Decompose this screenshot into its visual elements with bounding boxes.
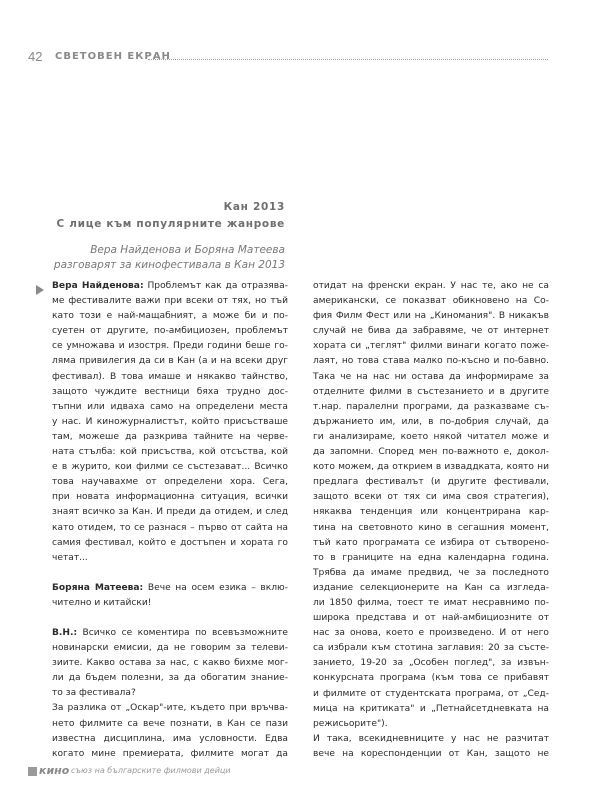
triangle-marker-icon: [36, 285, 44, 295]
magazine-logo: кино: [39, 764, 70, 777]
paragraph-line: конкурсната програма (към това се прибавят: [313, 673, 549, 684]
paragraph-line: отделните филми в състезанието и в другите: [313, 386, 549, 397]
paragraph-line: нас за онова, което е произведено. И от него: [313, 628, 549, 639]
paragraph-line: ляма привилегия да си в Кан (а и на всеки друг: [52, 356, 288, 367]
paragraph-line: ли да бъдем полезни, за да обогатим знание-: [52, 673, 288, 684]
paragraph-line: случай не бива да забравяме, че от интернет: [313, 326, 549, 337]
paragraph-line: тъпни или идваха само на определени места: [52, 401, 288, 412]
paragraph-line: отидат на френски екран. У нас те, ако не са: [313, 281, 549, 291]
paragraph-line: ли 1850 филма, тоест те имат несравнимо по-: [313, 597, 549, 608]
paragraph-line: режисьорите").: [313, 718, 388, 729]
left-column: [52, 279, 288, 762]
paragraph-line: Така че на нас ни остава да информираме за: [313, 371, 549, 382]
paragraph-line: при новата информационна ситуация, всички: [52, 492, 288, 503]
article-title: Кан 2013: [223, 201, 285, 213]
paragraph-line: ги анализираме, което някой читател може и: [313, 431, 549, 442]
paragraph-line: като отидем, то се разнася – първо от сайта на: [52, 522, 288, 533]
paragraph-line: то в границите на една календарна година.: [313, 552, 549, 563]
paragraph-line: държанието им, или, в по-добрия случай, да: [313, 416, 549, 427]
paragraph-line: когато мине премиерата, филмите могат да: [52, 748, 288, 759]
speaker-name: Боряна Матеева:: [52, 582, 144, 593]
speaker-name: Вера Найденова:: [52, 281, 144, 291]
paragraph-line: защото всеки от тях си има своя стратегия),: [313, 492, 549, 503]
byline-authors: Вера Найденова и Боряна Матеева: [90, 244, 285, 256]
footer-tagline: съюз на българските филмови дейци: [71, 766, 231, 775]
paragraph-line: някаква тенденция или концентрирана кар-: [313, 507, 549, 518]
paragraph-line: В.Н.: Всичко се коментира по всевъзможните: [52, 627, 288, 638]
paragraph-line: Трябва да имаме предвид, че за последното: [313, 567, 549, 578]
paragraph-line: предлага фестивалът (и другите фестивали,: [313, 477, 549, 488]
paragraph-line: зиите. Какво остава за нас, с какво бихме мог-: [52, 658, 288, 669]
paragraph-line: тина на световното кино в сегашния момент,: [313, 522, 549, 533]
paragraph-line: там, можеше да разкрива тайните на черве-: [52, 431, 288, 442]
paragraph-line: знаят всичко за Кан. И преди да отидем, и след: [52, 507, 288, 518]
paragraph-line: лаят, но това става малко по-късно и по-бавно.: [313, 356, 549, 367]
article-heading: [54, 199, 285, 273]
article-subtitle: С лице към популярните жанрове: [56, 218, 285, 230]
paragraph-line: нето филмите са вече познати, в Кан се пази: [52, 718, 288, 729]
paragraph-line: американски, се показват обикновено на Со-: [313, 296, 549, 307]
header-dotted-rule: [148, 59, 548, 60]
paragraph-line: чително и китайски!: [52, 597, 152, 608]
paragraph-line: занието, 19-20 за „Особен поглед", за извън-: [313, 658, 549, 669]
right-column: [313, 279, 549, 762]
paragraph-line: кото можем, да открием в изваддката, която ни: [313, 462, 549, 473]
paragraph-line: издание селекционерите на Кан са изгледа-: [313, 582, 549, 593]
paragraph-line: Вера Найденова: Проблемът как да отразява-: [52, 281, 288, 291]
paragraph-line: фия Филм Фест или на „Киномания". В никакъв: [313, 311, 549, 322]
paragraph-line: фестивал). В това имаше и някакво тайнство,: [52, 371, 288, 382]
paragraph-line: са избрали към стотина заглавия: 20 за състе-: [313, 643, 549, 654]
paragraph-line: като този е най-мащабният, а може би и по-: [52, 311, 288, 322]
paragraph-line: И така, всекидневниците у нас не разчитат: [313, 733, 549, 744]
paragraph-line: новинарски емисии, да не говорим за телеви-: [52, 643, 288, 654]
paragraph-line: За разлика от „Оскар"-ите, където при връчва-: [52, 703, 288, 714]
paragraph-line: т.нар. паралелни програми, да разказваме съ-: [313, 401, 549, 412]
paragraph-line: и филмите от студентската програма, от „Сед-: [313, 688, 549, 699]
square-icon: [28, 767, 37, 776]
paragraph-line: ме фестивалите важи при всеки от тях, но тъй: [52, 296, 288, 307]
paragraph-line: Боряна Матеева: Вече на осем езика – вклю-: [52, 582, 288, 593]
paragraph-line: се умножава и изостря. Преди години беше го-: [52, 341, 288, 352]
paragraph-line: вече на кореспонденции от Кан, защото не: [313, 748, 549, 759]
running-header: [28, 49, 548, 65]
paragraph-line: защото чуждите вестници бяха трудно дос-: [52, 386, 288, 397]
paragraph-line: у нас. И киножурналистът, който присъстваше: [52, 416, 288, 427]
paragraph-line: то за фестивала?: [52, 688, 136, 699]
paragraph-line: мица на критиката" и „Петнайсетдневката на: [313, 703, 549, 714]
paragraph-line: хората си „теглят" филми винаги когато поже-: [313, 341, 549, 352]
paragraph-line: четат...: [52, 552, 88, 563]
section-title: СВЕТОВЕН ЕКРАН: [55, 51, 171, 62]
paragraph-line: тъй като програмата се избира от сътворено-: [313, 537, 549, 548]
paragraph-line: да запомни. Според мен по-важното е, докол-: [313, 447, 549, 458]
paragraph-line: известна дисциплина, има условности. Едва: [52, 733, 288, 744]
page-number: 42: [28, 49, 43, 64]
paragraph-line: ната стълба: кой присъства, кой отсъства, кой: [52, 447, 288, 458]
paragraph-line: е в журито, кои филми се състезават... Всичко: [52, 462, 288, 473]
paragraph-line: широка представа и от най-амбициозните от: [313, 613, 549, 624]
paragraph-line: това научавахме от определени хора. Сега,: [52, 477, 288, 488]
paragraph-line: суетен от другите, по-амбициозен, проблемът: [52, 326, 288, 337]
paragraph-line: самия фестивал, който е достъпен и хората го: [52, 537, 288, 548]
byline-description: разговарят за кинофестивала в Кан 2013: [53, 259, 285, 271]
speaker-name: В.Н.:: [52, 627, 78, 638]
